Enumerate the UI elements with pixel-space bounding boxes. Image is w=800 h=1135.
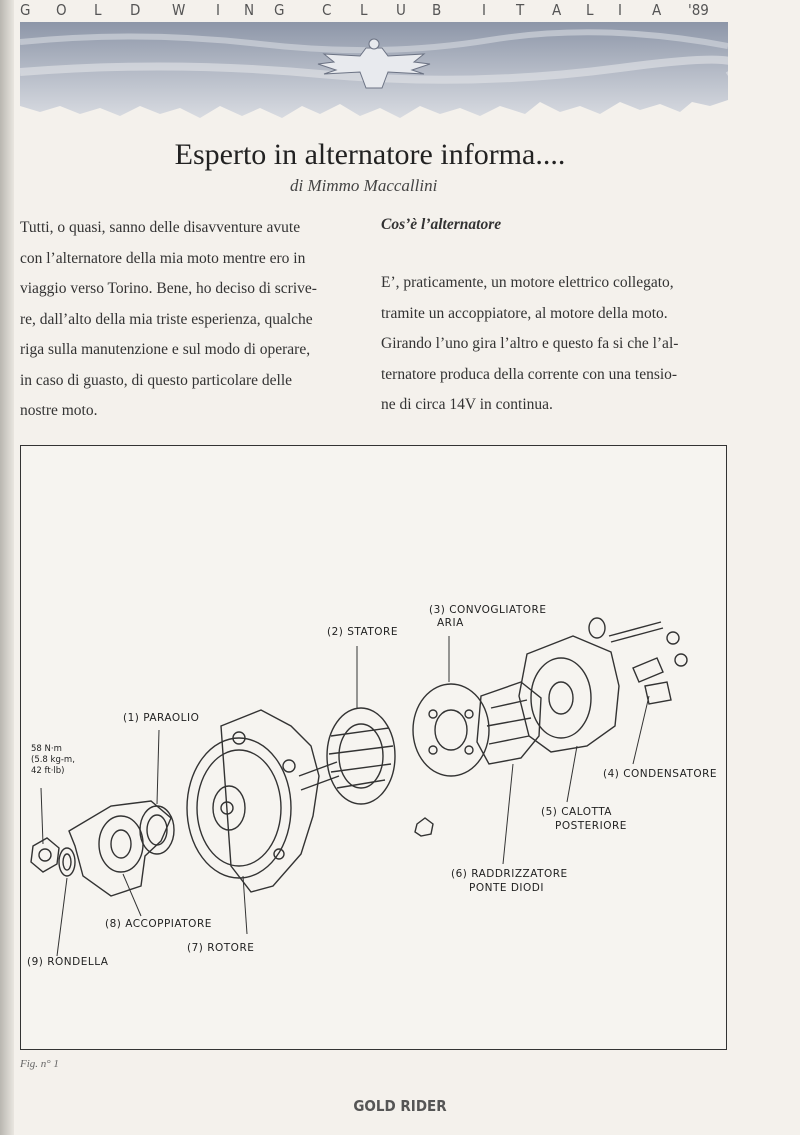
alternator-drawing bbox=[21, 446, 726, 1049]
label-calotta: (5) CALOTTA bbox=[541, 806, 612, 818]
leader-line-paraolio bbox=[157, 730, 159, 804]
label-calotta-posteriore: POSTERIORE bbox=[555, 820, 627, 832]
header-letter: N bbox=[244, 1, 255, 19]
header-letter: L bbox=[360, 1, 368, 19]
label-rotore: (7) ROTORE bbox=[187, 942, 255, 954]
small-nut-drawing bbox=[415, 818, 433, 836]
header-letter: U bbox=[396, 1, 406, 19]
bolts-drawing bbox=[589, 618, 687, 704]
header-letter: I bbox=[216, 1, 220, 19]
text-line: con l’alternatore della mia moto mentre ero in bbox=[20, 249, 306, 267]
header-letter: A bbox=[652, 1, 662, 19]
header-letter: I bbox=[482, 1, 486, 19]
header-letter: A bbox=[552, 1, 562, 19]
text-line: Tutti, o quasi, sanno delle disavventure avute bbox=[20, 219, 301, 236]
stator-drawing bbox=[327, 708, 395, 804]
header-letter: C bbox=[322, 1, 332, 19]
rear-cover-drawing bbox=[519, 636, 619, 752]
article-left-column bbox=[20, 213, 358, 427]
label-condensatore: (4) CONDENSATORE bbox=[603, 768, 718, 780]
text-line: riga sulla manutenzione e sul modo di operare, bbox=[20, 341, 311, 358]
text-line: Girando l’uno gira l’altro e questo fa si che l’al- bbox=[381, 335, 679, 352]
leader-line-torque bbox=[41, 788, 43, 844]
header-banner bbox=[20, 22, 728, 122]
label-torque-line2: (5.8 kg-m, bbox=[31, 755, 75, 765]
text-line: in caso di guasto, di questo particolare delle bbox=[20, 371, 293, 389]
label-accoppiatore: (8) ACCOPPIATORE bbox=[105, 918, 212, 930]
header-letter: G bbox=[274, 1, 285, 19]
text-line: viaggio verso Torino. Bene, ho deciso di scrive- bbox=[20, 280, 317, 297]
header-letter: T bbox=[516, 1, 525, 19]
leader-line-accoppiatore bbox=[123, 874, 141, 916]
header-letter: G bbox=[20, 1, 31, 19]
article-title: Esperto in alternatore informa.... bbox=[174, 138, 566, 171]
label-raddrizzatore: (6) RADDRIZZATORE bbox=[451, 868, 568, 880]
leader-line-raddrizzatore bbox=[503, 764, 513, 864]
article-byline: di Mimmo Maccallini bbox=[290, 176, 438, 195]
washer-drawing bbox=[59, 848, 75, 876]
label-torque-line1: 58 N·m bbox=[31, 744, 62, 754]
header-letter: '89 bbox=[688, 1, 709, 19]
front-housing-drawing bbox=[187, 710, 319, 892]
text-line: ternatore produca della corrente con una tensio- bbox=[381, 365, 678, 383]
figure-caption: Fig. n° 1 bbox=[20, 1058, 59, 1070]
label-rondella: (9) RONDELLA bbox=[27, 956, 109, 968]
oil-seal-drawing bbox=[140, 806, 174, 854]
text-line: tramite un accoppiatore, al motore della moto. bbox=[381, 304, 668, 322]
header-letter: O bbox=[56, 1, 67, 19]
alternator-exploded-figure bbox=[20, 445, 727, 1050]
text-line: nostre moto. bbox=[20, 402, 98, 419]
label-paraolio: (1) PARAOLIO bbox=[123, 712, 200, 724]
header-letter: D bbox=[130, 1, 141, 19]
article-right-column bbox=[381, 268, 725, 421]
label-statore: (2) STATORE bbox=[327, 626, 398, 638]
magazine-header bbox=[20, 0, 728, 22]
text-line: ne di circa 14V in continua. bbox=[381, 396, 553, 413]
leader-line-calotta bbox=[567, 746, 577, 802]
header-letter: L bbox=[586, 1, 594, 19]
label-torque-line3: 42 ft·lb) bbox=[31, 766, 65, 776]
label-ponte-diodi: PONTE DIODI bbox=[469, 882, 544, 894]
nut-drawing bbox=[31, 838, 59, 872]
header-letter: B bbox=[432, 1, 442, 19]
header-letter: W bbox=[172, 1, 186, 19]
magazine-footer: GOLD RIDER bbox=[353, 1097, 447, 1115]
header-letter: I bbox=[618, 1, 622, 19]
leader-line-condensatore bbox=[633, 696, 649, 764]
leader-line-rondella bbox=[57, 878, 67, 956]
label-convogliatore: (3) CONVOGLIATORE bbox=[429, 604, 547, 616]
section-subheading: Cos’è l’alternatore bbox=[381, 216, 502, 233]
text-line: E’, praticamente, un motore elettrico collegato, bbox=[381, 274, 674, 291]
header-letter: L bbox=[94, 1, 102, 19]
label-convogliatore-aria: ARIA bbox=[437, 617, 464, 629]
text-line: re, dall’alto della mia triste esperienza, qualche bbox=[20, 310, 313, 328]
